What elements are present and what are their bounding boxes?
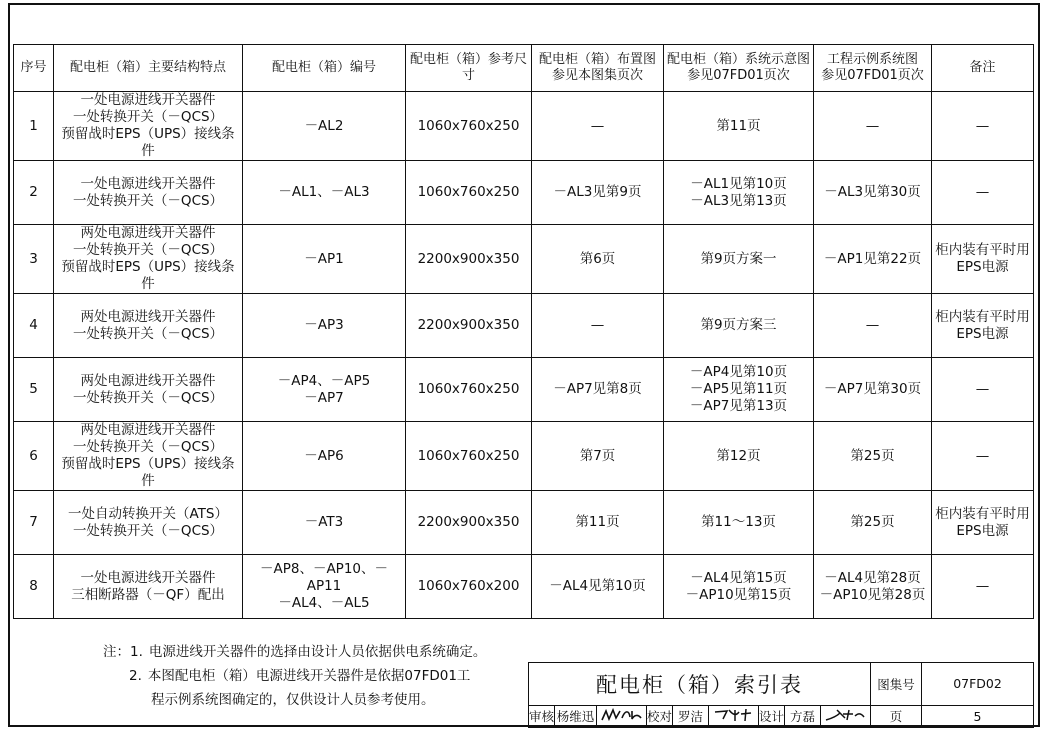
table-row (14, 555, 1034, 619)
cell-layout-page: — (532, 294, 664, 358)
notes-label: 注：1. (103, 644, 143, 660)
cell-system-page: 第9页方案一 (664, 225, 814, 294)
cell-layout-page: 第11页 (532, 491, 664, 555)
cell-size: 2200x900x350 (406, 294, 532, 358)
checker-signature (709, 705, 759, 727)
cell-example-page: 第25页 (814, 491, 932, 555)
header-structure: 配电柜（箱）主要结构特点 (54, 45, 243, 92)
table-body (14, 92, 1034, 619)
cell-index: 6 (14, 422, 54, 491)
table-row (14, 225, 1034, 294)
note-2-line-1: 本图配电柜（箱）电源进线开关器件是依据07FD01工 (147, 668, 471, 684)
cell-layout-page: 第6页 (532, 225, 664, 294)
atlas-number: 07FD02 (922, 663, 1034, 706)
design-label: 设计 (759, 705, 785, 727)
cell-code: －AP8、－AP10、－AP11 －AL4、－AL5 (243, 555, 406, 619)
drawing-title: 配电柜（箱）索引表 (529, 663, 871, 706)
cell-index: 8 (14, 555, 54, 619)
cell-structure: 一处电源进线开关器件 三相断路器（－QF）配出 (54, 555, 243, 619)
cell-remarks: 柜内装有平时用 EPS电源 (932, 491, 1034, 555)
cell-example-page: — (814, 294, 932, 358)
cell-code: －AP4、－AP5 －AP7 (243, 358, 406, 422)
page-number: 5 (922, 705, 1034, 727)
cell-system-page: －AL1见第10页 －AL3见第13页 (664, 161, 814, 225)
index-table (13, 44, 1034, 619)
cell-system-page: 第11页 (664, 92, 814, 161)
notes (103, 640, 486, 712)
designer-signature (821, 705, 871, 727)
cell-system-page: －AP4见第10页 －AP5见第11页 －AP7见第13页 (664, 358, 814, 422)
cell-index: 7 (14, 491, 54, 555)
atlas-label: 图集号 (871, 663, 922, 706)
cell-size: 1060x760x250 (406, 358, 532, 422)
cell-code: －AL2 (243, 92, 406, 161)
cell-code: －AP1 (243, 225, 406, 294)
cell-index: 3 (14, 225, 54, 294)
page-label: 页 (871, 705, 922, 727)
cell-index: 1 (14, 92, 54, 161)
cell-code: －AT3 (243, 491, 406, 555)
cell-index: 4 (14, 294, 54, 358)
designer-name: 方磊 (785, 705, 821, 727)
cell-system-page: －AL4见第15页 －AP10见第15页 (664, 555, 814, 619)
cell-size: 1060x760x200 (406, 555, 532, 619)
header-code: 配电柜（箱）编号 (243, 45, 406, 92)
cell-index: 5 (14, 358, 54, 422)
table-row (14, 92, 1034, 161)
cell-index: 2 (14, 161, 54, 225)
cell-remarks: 柜内装有平时用 EPS电源 (932, 225, 1034, 294)
cell-layout-page: －AP7见第8页 (532, 358, 664, 422)
cell-size: 1060x760x250 (406, 92, 532, 161)
cell-remarks: — (932, 161, 1034, 225)
note-1: 电源进线开关器件的选择由设计人员依据供电系统确定。 (148, 644, 487, 660)
cell-code: －AP3 (243, 294, 406, 358)
table-row (14, 422, 1034, 491)
cell-structure: 两处电源进线开关器件 一处转换开关（－QCS） 预留战时EPS（UPS）接线条件 (54, 422, 243, 491)
cell-layout-page: －AL3见第9页 (532, 161, 664, 225)
cell-layout-page: 第7页 (532, 422, 664, 491)
title-block (528, 662, 1034, 728)
cell-example-page: －AP7见第30页 (814, 358, 932, 422)
cell-example-page: －AL4见第28页 －AP10见第28页 (814, 555, 932, 619)
table-header-row (14, 45, 1034, 92)
reviewer-name: 杨维迅 (555, 705, 597, 727)
cell-example-page: －AP1见第22页 (814, 225, 932, 294)
cell-layout-page: — (532, 92, 664, 161)
cell-structure: 两处电源进线开关器件 一处转换开关（－QCS） (54, 294, 243, 358)
review-label: 审核 (529, 705, 555, 727)
cell-structure: 一处电源进线开关器件 一处转换开关（－QCS） (54, 161, 243, 225)
table-row (14, 294, 1034, 358)
header-remarks: 备注 (932, 45, 1034, 92)
header-system-page: 配电柜（箱）系统示意图 参见07FD01页次 (664, 45, 814, 92)
cell-example-page: －AL3见第30页 (814, 161, 932, 225)
cell-structure: 两处电源进线开关器件 一处转换开关（－QCS） 预留战时EPS（UPS）接线条件 (54, 225, 243, 294)
table-row (14, 491, 1034, 555)
cell-size: 1060x760x250 (406, 422, 532, 491)
cell-remarks: — (932, 555, 1034, 619)
note-2-number: 2. (129, 668, 142, 684)
cell-remarks: — (932, 358, 1034, 422)
header-layout-page: 配电柜（箱）布置图 参见本图集页次 (532, 45, 664, 92)
check-label: 校对 (647, 705, 673, 727)
cell-system-page: 第12页 (664, 422, 814, 491)
checker-name: 罗洁 (673, 705, 709, 727)
cell-example-page: — (814, 92, 932, 161)
header-size: 配电柜（箱）参考尺寸 (406, 45, 532, 92)
note-2-line-2: 程示例系统图确定的，仅供设计人员参考使用。 (151, 692, 435, 708)
cell-size: 1060x760x250 (406, 161, 532, 225)
cell-code: －AP6 (243, 422, 406, 491)
table-row (14, 358, 1034, 422)
cell-code: －AL1、－AL3 (243, 161, 406, 225)
cell-structure: 一处电源进线开关器件 一处转换开关（－QCS） 预留战时EPS（UPS）接线条件 (54, 92, 243, 161)
cell-remarks: — (932, 92, 1034, 161)
header-index: 序号 (14, 45, 54, 92)
cell-layout-page: －AL4见第10页 (532, 555, 664, 619)
cell-remarks: 柜内装有平时用 EPS电源 (932, 294, 1034, 358)
cell-size: 2200x900x350 (406, 225, 532, 294)
cell-example-page: 第25页 (814, 422, 932, 491)
header-example-page: 工程示例系统图 参见07FD01页次 (814, 45, 932, 92)
cell-structure: 一处自动转换开关（ATS） 一处转换开关（－QCS） (54, 491, 243, 555)
table-row (14, 161, 1034, 225)
reviewer-signature (597, 705, 647, 727)
cell-remarks: — (932, 422, 1034, 491)
cell-system-page: 第9页方案三 (664, 294, 814, 358)
cell-size: 2200x900x350 (406, 491, 532, 555)
cell-structure: 两处电源进线开关器件 一处转换开关（－QCS） (54, 358, 243, 422)
cell-system-page: 第11～13页 (664, 491, 814, 555)
